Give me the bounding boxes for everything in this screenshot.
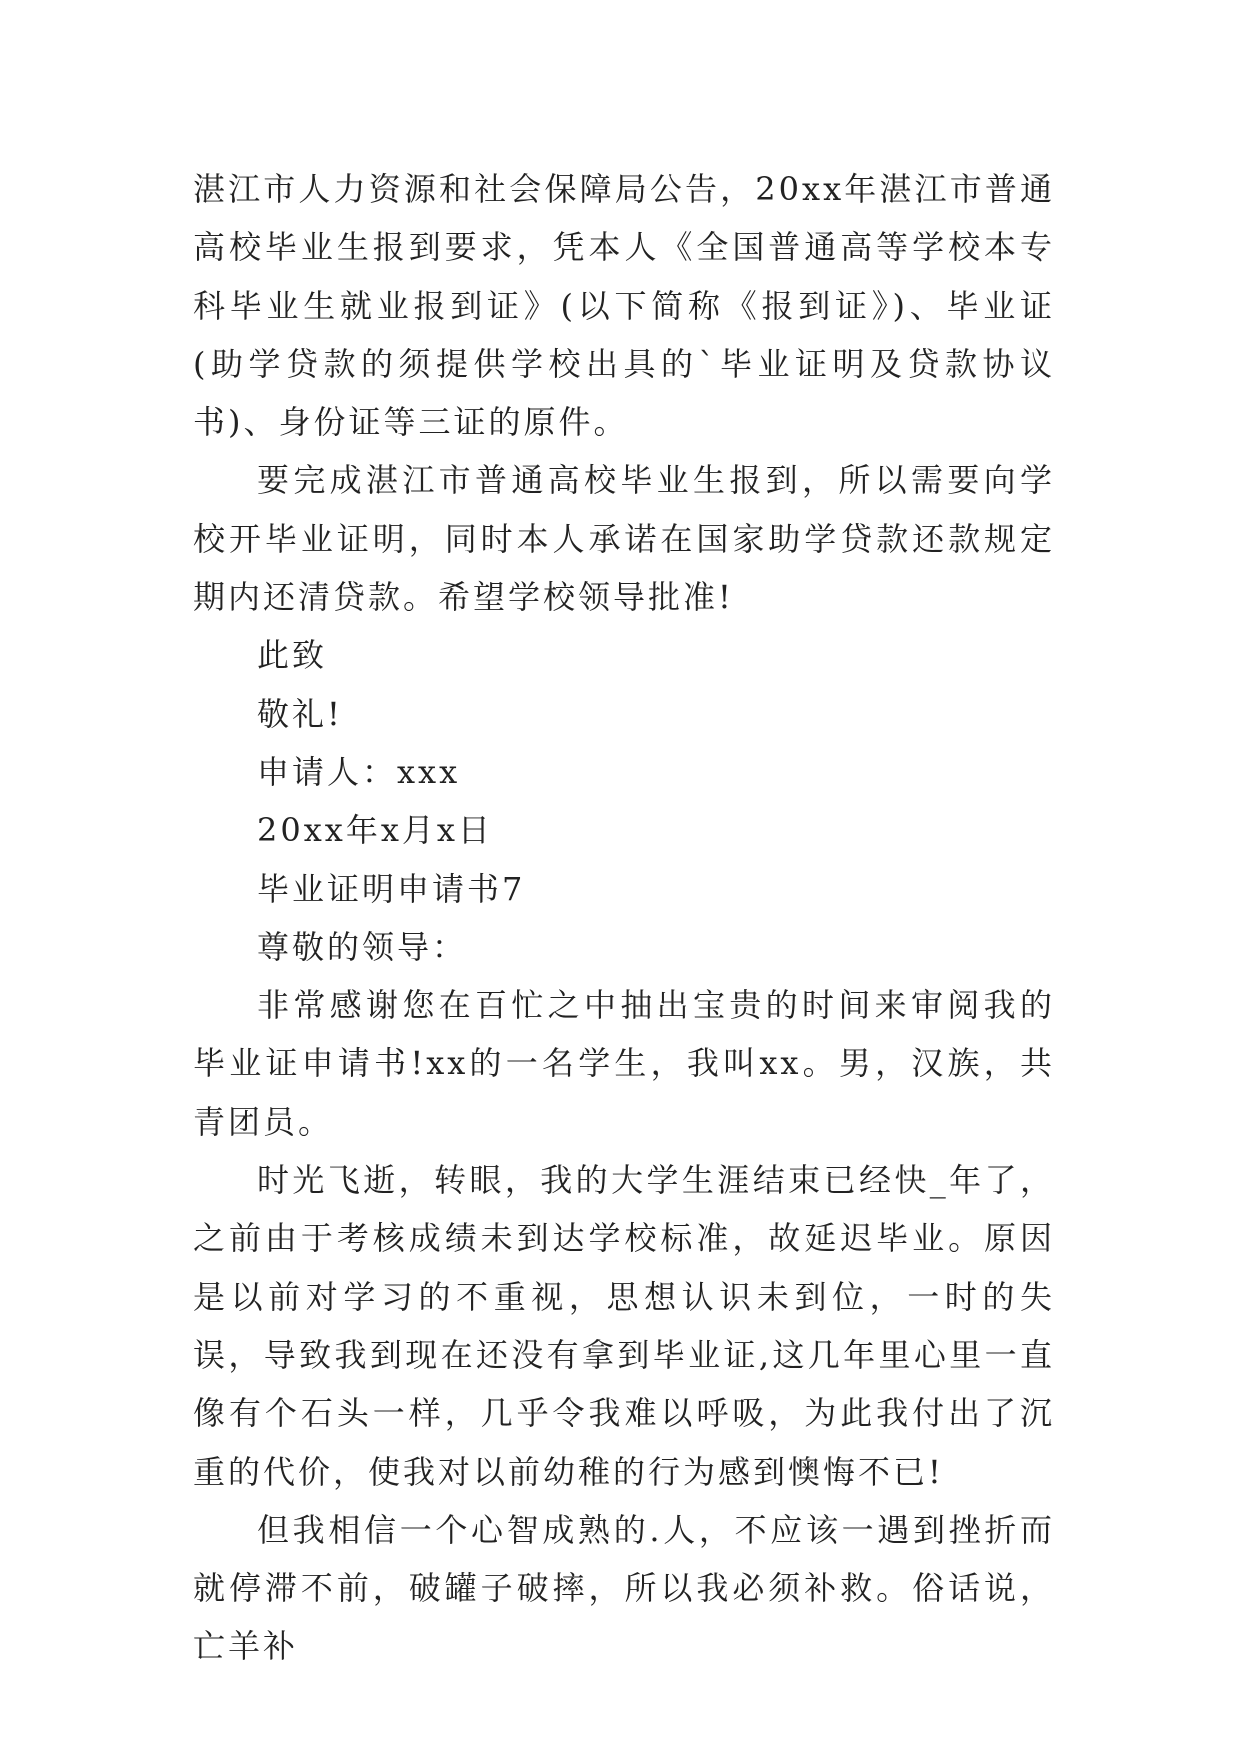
paragraph-reason: 时光飞逝，转眼，我的大学生涯结束已经快_年了，之前由于考核成绩未到达学校标准，故延迟毕业。原因是以前对学习的不重视，思想认识未到位，一时的失误，导致我到现在还没有拿到毕业证,这几年里心里一直像有个石头一样，几乎令我难以呼吸，为此我付出了沉重的代价，使我对以前幼稚的行为感到懊悔不已! (193, 1161, 1055, 1491)
salutation-cizhi: 此致 (257, 636, 328, 675)
paragraph-request: 要完成湛江市普通高校毕业生报到，所以需要向学校开毕业证明，同时本人承诺在国家助学贷款还款规定期内还清贷款。希望学校领导批准! (193, 461, 1055, 617)
greeting: 尊敬的领导： (257, 927, 468, 966)
salutation-jingli: 敬礼! (257, 694, 343, 733)
paragraph-intro: 非常感谢您在百忙之中抽出宝贵的时间来审阅我的毕业证申请书!xx的一名学生，我叫xx。男，汉族，共青团员。 (193, 986, 1055, 1141)
document-body (193, 160, 1055, 1676)
paragraph-resolve: 但我相信一个心智成熟的.人，不应该一遇到挫折而就停滞不前，破罐子破摔，所以我必须补救。俗话说，亡羊补 (193, 1510, 1055, 1666)
paragraph-notice: 湛江市人力资源和社会保障局公告，20xx年湛江市普通高校毕业生报到要求，凭本人《全国普通高等学校本专科毕业生就业报到证》(以下简称《报到证》)、毕业证(助学贷款的须提供学校出具的`毕业证明及贷款协议书)、身份证等三证的原件。 (193, 170, 1055, 442)
applicant-name: 申请人：xxx (257, 752, 461, 791)
section-heading: 毕业证明申请书7 (257, 869, 526, 908)
application-date: 20xx年x月x日 (257, 811, 493, 850)
